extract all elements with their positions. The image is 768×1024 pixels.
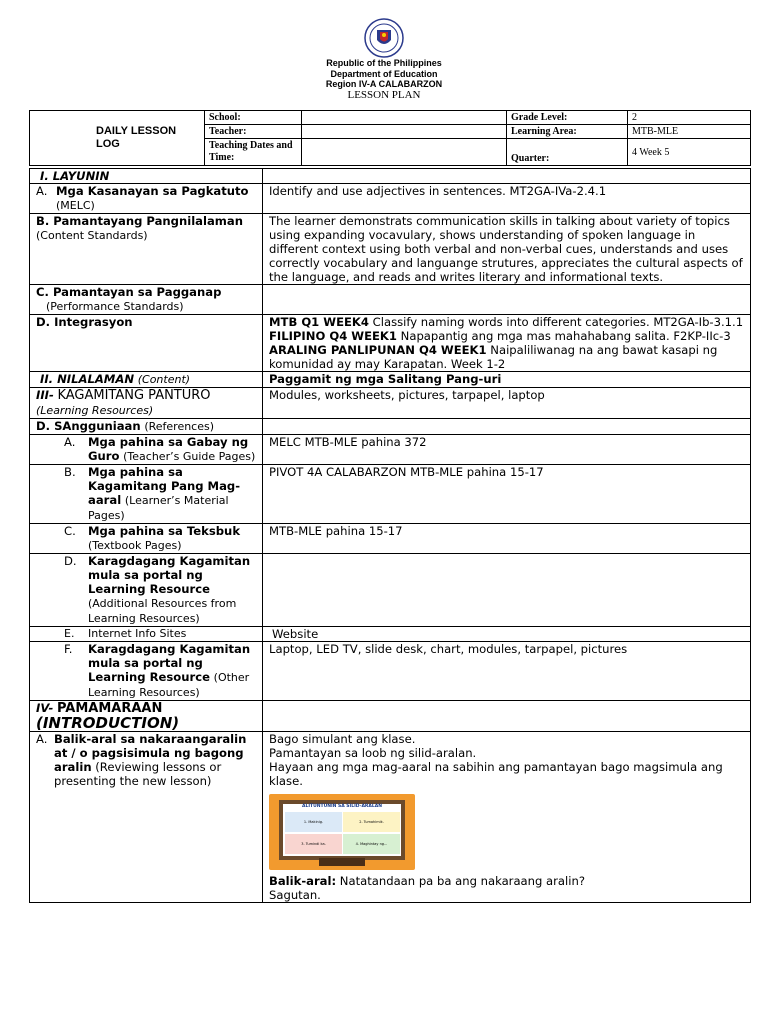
content-standards-value: The learner demonstrats communication skills in talking about variety of topics using expanding vocavulary, shows understanding of spoken language in different context using both verbal and non-verbal cues, understands and uses correctly vocabulary and languange strutures, appreciates the cultural aspects of the language, and reads and writes literary and informational texts. xyxy=(263,214,751,285)
kagamitan-label: III- KAGAMITANG PANTURO (Learning Resources) xyxy=(30,388,263,419)
teacher-value xyxy=(302,125,507,139)
kagamitan-value: Modules, worksheets, pictures, tarpapel, laptop xyxy=(263,388,751,419)
intro-line-3: Hayaan ang mga mag-aaral na sabihin ang pamantayan bago magsimula ang klase. xyxy=(269,760,723,788)
integrasyon-value: MTB Q1 WEEK4 Classify naming words into different categories. MT2GA-Ib-3.1.1 FILIPINO Q4 WEEK1 Napapantig ang mga mas mahahabang salita. F2KP-IIc-3 ARALING PANLIPUNAN Q4 WEEK1 Naipaliliwanag na ang bawat kasapi ng komunidad ay may Karapatan. Week 1-2 xyxy=(263,315,751,372)
internet-sites-value: Website xyxy=(263,627,751,642)
grade-level-label: Grade Level: xyxy=(507,111,628,125)
integrasyon-label: D. Integrasyon xyxy=(30,315,263,372)
lesson-info-table xyxy=(29,110,751,166)
department-text: Department of Education xyxy=(330,69,438,79)
balik-aral-question: Balik-aral: Natatandaan pa ba ang nakaraang aralin? xyxy=(269,874,585,888)
grade-level-value: 2 xyxy=(628,111,751,125)
other-resources-label: F. Karagdagang Kagamitan mula sa portal ng Learning Resource (Other Learning Resources) xyxy=(30,642,263,701)
performance-standards-label: C. Pamantayan sa Pagganap (Performance Standards) xyxy=(30,285,263,315)
classroom-rules-poster: ALITUNTUNIN SA SILID-ARALAN 1. Makinig. 2. Tumahimik. 3. Tumindi ka. 4. Maghintay ng... xyxy=(269,794,415,870)
school-value xyxy=(302,111,507,125)
melc-label: A. Mga Kasanayan sa Pagkatuto (MELC) xyxy=(30,184,263,214)
additional-resources-label: D. Karagdagang Kagamitan mula sa portal ng Learning Resource (Additional Resources from Learning Resources) xyxy=(30,554,263,627)
pamamaraan-heading: IV- PAMAMARAAN (INTRODUCTION) xyxy=(30,701,263,732)
teachers-guide-label: A. Mga pahina sa Gabay ng Guro (Teacher’s Guide Pages) xyxy=(30,435,263,465)
balik-aral-value xyxy=(263,732,751,903)
internet-sites-label: E. Internet Info Sites xyxy=(30,627,263,642)
learners-material-label: B. Mga pahina sa Kagamitang Pang Mag-aaral (Learner’s Material Pages) xyxy=(30,465,263,524)
sanggunian-label: D. SAngguniaan (References) xyxy=(30,419,263,435)
daily-lesson-log-title: DAILY LESSON LOG xyxy=(30,111,205,166)
quarter-value: 4 Week 5 xyxy=(628,139,751,166)
melc-value: Identify and use adjectives in sentences. MT2GA-IVa-2.4.1 xyxy=(263,184,751,214)
school-label: School: xyxy=(205,111,302,125)
performance-standards-value xyxy=(263,285,751,315)
textbook-label: C. Mga pahina sa Teksbuk (Textbook Pages) xyxy=(30,524,263,554)
lesson-plan-title: LESSON PLAN xyxy=(347,89,421,101)
learning-area-label: Learning Area: xyxy=(507,125,628,139)
balik-aral-label: A. Balik-aral sa nakaraangaralin at / o pagsisimula ng bagong aralin (Reviewing lessons or presenting the new lesson) xyxy=(30,732,263,903)
deped-seal-icon xyxy=(364,18,404,58)
layunin-heading: I. LAYUNIN xyxy=(30,169,263,184)
region-text: Region IV-A CALABARZON xyxy=(325,79,443,89)
nilalaman-value: Paggamit ng mga Salitang Pang-uri xyxy=(263,372,751,388)
intro-line-1: Bago simulant ang klase. xyxy=(269,732,416,746)
teacher-label: Teacher: xyxy=(205,125,302,139)
republic-text: Republic of the Philippines xyxy=(326,58,442,68)
other-resources-value: Laptop, LED TV, slide desk, chart, modules, tarpapel, pictures xyxy=(263,642,751,701)
lesson-plan-table xyxy=(29,168,751,903)
learning-area-value: MTB-MLE xyxy=(628,125,751,139)
intro-line-2: Pamantayan sa loob ng silid-aralan. xyxy=(269,746,477,760)
quarter-label: Quarter: xyxy=(507,139,628,166)
nilalaman-label: II. NILALAMAN (Content) xyxy=(30,372,263,388)
content-standards-label: B. Pamantayang Pangnilalaman (Content Standards) xyxy=(30,214,263,285)
learners-material-value: PIVOT 4A CALABARZON MTB-MLE pahina 15-17 xyxy=(263,465,751,524)
textbook-value: MTB-MLE pahina 15-17 xyxy=(263,524,751,554)
additional-resources-value xyxy=(263,554,751,627)
teaching-dates-value xyxy=(302,139,507,166)
teachers-guide-value: MELC MTB-MLE pahina 372 xyxy=(263,435,751,465)
teaching-dates-label: Teaching Dates and Time: xyxy=(205,139,302,166)
sagutan-text: Sagutan. xyxy=(269,888,321,902)
